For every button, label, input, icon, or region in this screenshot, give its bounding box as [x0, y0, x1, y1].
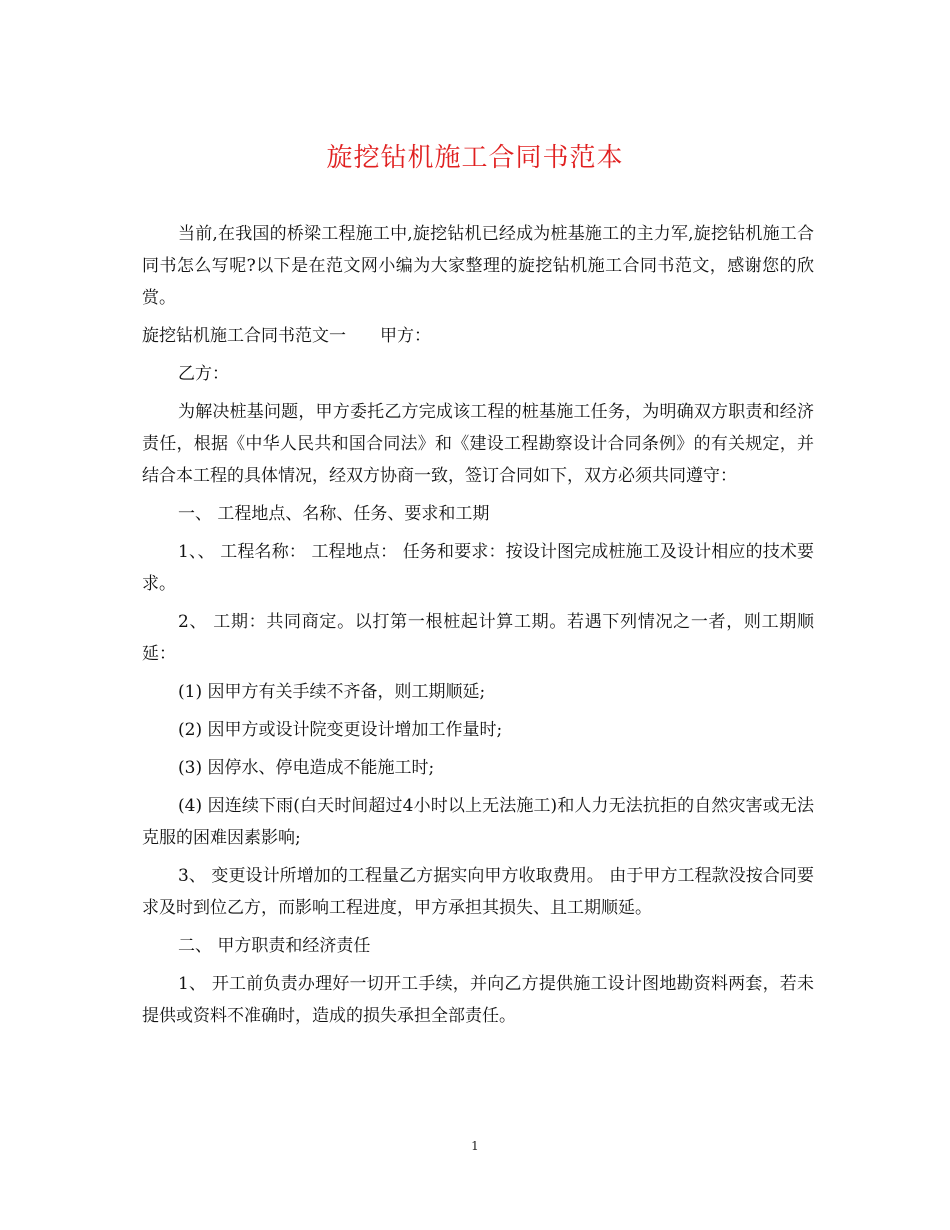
clause-2-1: 1、 开工前负责办理好一切开工手续，并向乙方提供施工设计图地勘资料两套，若未提供或资料不准确时，造成的损失承担全部责任。 — [142, 974, 814, 1026]
clause-item-2: (2) 因甲方或设计院变更设计增加工作量时; — [178, 720, 503, 740]
section-heading-1: 一、 工程地点、名称、任务、要求和工期 — [178, 504, 490, 524]
paragraph-heading-party-a: 旋挖钻机施工合同书范文一 甲方： — [142, 326, 431, 346]
clause-1-1: 1、、 工程名称： 工程地点： 任务和要求：按设计图完成桩施工及设计相应的技术要求。 — [142, 542, 814, 594]
document-body — [142, 218, 814, 1032]
paragraph-party-b: 乙方： — [178, 364, 229, 384]
paragraph-intro: 当前,在我国的桥梁工程施工中,旋挖钻机已经成为桩基施工的主力军,旋挖钻机施工合同书怎么写呢?以下是在范文网小编为大家整理的旋挖钻机施工合同书范文，感谢您的欣赏。 — [142, 224, 814, 308]
document-title: 旋挖钻机施工合同书范本 — [326, 143, 624, 173]
clause-1-2: 2、 工期：共同商定。以打第一根桩起计算工期。若遇下列情况之一者，则工期顺延： — [142, 612, 814, 664]
paragraph-purpose: 为解决桩基问题，甲方委托乙方完成该工程的桩基施工任务，为明确双方职责和经济责任，根据《中华人民共和国合同法》和《建设工程勘察设计合同条例》的有关规定，并结合本工程的具体情况，经双方协商一致，签订合同如下，双方必须共同遵守： — [142, 402, 814, 486]
page-number: 1 — [471, 1139, 479, 1153]
section-heading-2: 二、 甲方职责和经济责任 — [178, 936, 371, 956]
clause-item-1: (1) 因甲方有关手续不齐备，则工期顺延; — [178, 682, 486, 702]
clause-item-4: (4) 因连续下雨(白天时间超过4小时以上无法施工)和人力无法抗拒的自然灾害或无法克服的困难因素影响; — [142, 796, 814, 848]
clause-item-3: (3) 因停水、停电造成不能施工时; — [178, 758, 435, 778]
clause-1-3: 3、 变更设计所增加的工程量乙方据实向甲方收取费用。 由于甲方工程款没按合同要求及时到位乙方，而影响工程进度，甲方承担其损失、且工期顺延。 — [142, 866, 814, 918]
